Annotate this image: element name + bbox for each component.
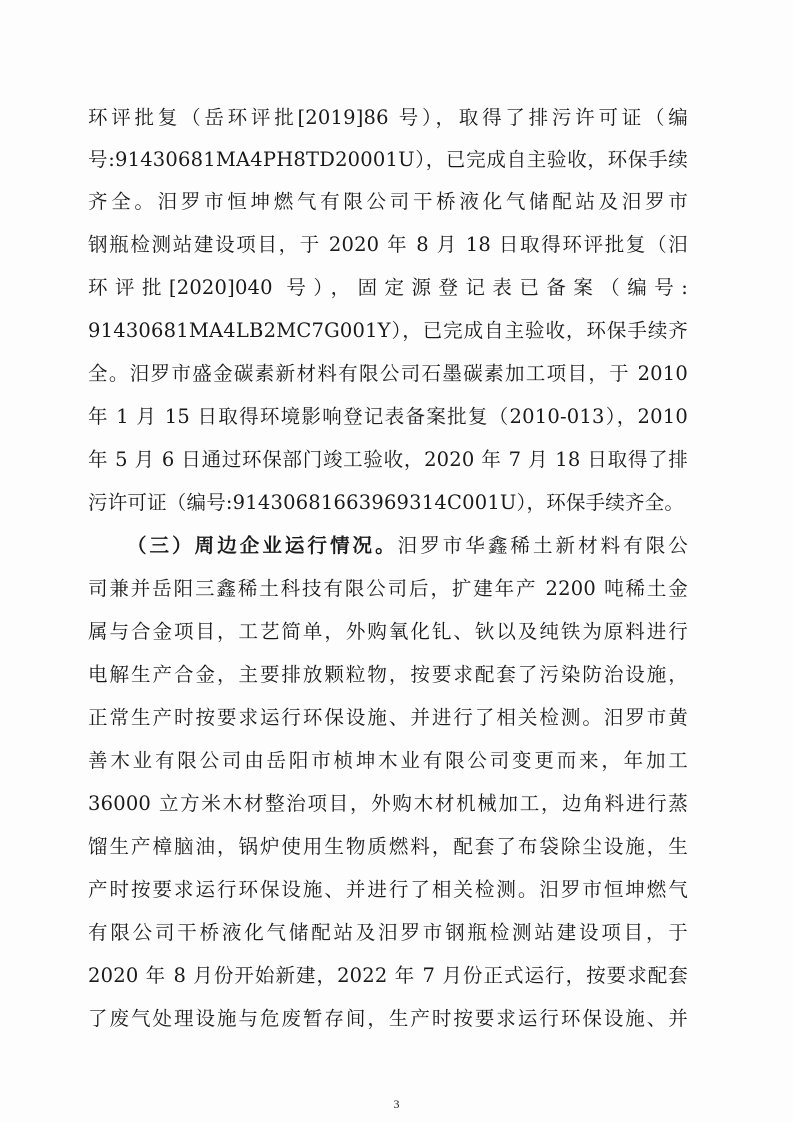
section-3-heading: （三）周边企业运行情况。: [127, 534, 398, 557]
text-line: 馏生产樟脑油，锅炉使用生物质燃料，配套了布袋除尘设施，生: [88, 835, 688, 858]
text-line: 36000 立方米木材整治项目，外购木材机械加工，边角料进行蒸: [88, 792, 688, 815]
text-line: 电解生产合金，主要排放颗粒物，按要求配套了污染防治设施，: [88, 663, 688, 686]
text-line: 2020 年 8 月份开始新建，2022 年 7 月份正式运行，按要求配套: [88, 964, 688, 987]
text-line: 产时按要求运行环保设施、并进行了相关检测。汨罗市恒坤燃气: [88, 878, 688, 901]
text-line: 了废气处理设施与危废暂存间，生产时按要求运行环保设施、并: [88, 1007, 688, 1030]
text-line: 环评批[2020]040 号），固定源登记表已备案（编号:: [88, 276, 688, 299]
text-line: 司兼并岳阳三鑫稀土科技有限公司后，扩建年产 2200 吨稀土金: [88, 577, 688, 600]
text-line: 年 1 月 15 日取得环境影响登记表备案批复（2010-013），2010: [88, 405, 688, 428]
section-3-first-text: 汨罗市华鑫稀土新材料有限公: [397, 534, 688, 557]
text-line: 善木业有限公司由岳阳市桢坤木业有限公司变更而来，年加工: [88, 749, 688, 772]
text-line: 年 5 月 6 日通过环保部门竣工验收，2020 年 7 月 18 日取得了排: [88, 448, 688, 471]
page-number: 3: [393, 1097, 400, 1111]
text-line: 全。汨罗市盛金碳素新材料有限公司石墨碳素加工项目，于 2010: [88, 362, 688, 385]
section-3-first-line: [127, 533, 688, 559]
text-line: 钢瓶检测站建设项目，于 2020 年 8 月 18 日取得环评批复（汨: [88, 233, 688, 256]
text-line: 有限公司干桥液化气储配站及汨罗市钢瓶检测站建设项目，于: [88, 921, 688, 944]
text-line: 91430681MA4LB2MC7G001Y），已完成自主验收，环保手续齐: [88, 319, 688, 342]
text-line: 正常生产时按要求运行环保设施、并进行了相关检测。汨罗市黄: [88, 706, 688, 729]
text-line: 齐全。汨罗市恒坤燃气有限公司干桥液化气储配站及汨罗市: [88, 190, 688, 213]
text-line: 环评批复（岳环评批[2019]86 号），取得了排污许可证（编: [88, 106, 688, 129]
text-line: 号:91430681MA4PH8TD20001U），已完成自主验收，环保手续: [88, 148, 688, 171]
text-line: 属与合金项目，工艺简单，外购氧化钆、钬以及纯铁为原料进行: [88, 620, 688, 643]
text-line: 污许可证（编号:91430681663969314C001U），环保手续齐全。: [88, 491, 685, 514]
